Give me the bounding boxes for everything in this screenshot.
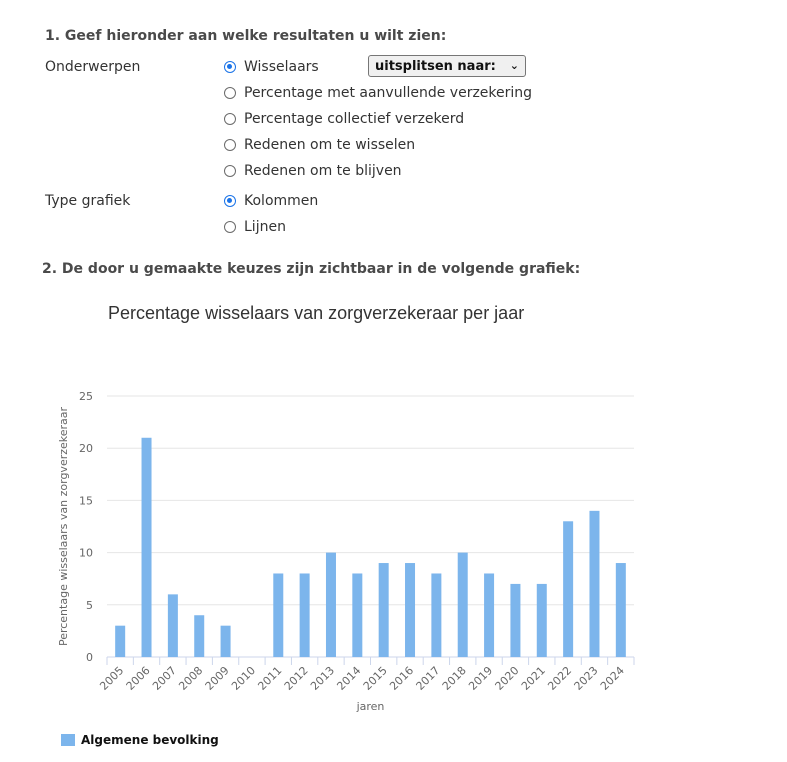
x-tick-label: 2013 [308,663,338,693]
bar-chart [0,380,787,725]
bar-2005[interactable] [115,626,125,657]
y-tick-label: 5 [86,598,93,612]
y-tick-label: 10 [79,546,93,560]
x-tick-label: 2014 [334,663,364,693]
x-tick-label: 2017 [413,663,443,693]
bar-2021[interactable] [537,584,547,657]
bar-2007[interactable] [168,594,178,657]
x-tick-label: 2019 [466,663,496,693]
chart-bars [115,438,626,657]
radio-checked-icon[interactable] [224,61,236,73]
x-axis-ticks [97,657,634,693]
radio-label: Redenen om te blijven [244,163,402,179]
radio-option-aanvullende-verzekering[interactable] [224,80,532,106]
radio-label: Lijnen [244,219,286,235]
bar-2013[interactable] [326,553,336,657]
chart-type-radio-group [224,188,318,240]
bar-2024[interactable] [616,563,626,657]
x-tick-label: 2016 [387,663,417,693]
bar-2011[interactable] [273,573,283,657]
chevron-down-icon: ⌄ [509,59,519,72]
radio-label: Percentage met aanvullende verzekering [244,85,533,101]
legend-label: Algemene bevolking [81,733,219,747]
x-tick-label: 2012 [281,663,311,693]
bar-2009[interactable] [221,626,231,657]
y-tick-label: 20 [79,442,93,456]
radio-label: Percentage collectief verzekerd [244,111,465,127]
radio-option-lijnen[interactable] [224,214,318,240]
x-tick-label: 2022 [545,663,575,693]
x-tick-label: 2010 [229,663,259,693]
radio-option-collectief-verzekerd[interactable] [224,106,532,132]
x-tick-label: 2006 [123,663,153,693]
x-tick-label: 2020 [492,663,522,693]
bar-2018[interactable] [458,553,468,657]
bar-2019[interactable] [484,573,494,657]
bar-2006[interactable] [142,438,152,657]
radio-option-kolommen[interactable] [224,188,318,214]
bar-2016[interactable] [405,563,415,657]
x-tick-label: 2008 [176,663,206,693]
radio-label: Redenen om te wisselen [244,137,416,153]
radio-unchecked-icon[interactable] [224,165,236,177]
x-axis-label: jaren [356,700,385,713]
y-tick-label: 25 [79,390,93,403]
radio-option-redenen-blijven[interactable] [224,158,532,184]
x-tick-label: 2024 [597,663,627,693]
x-tick-label: 2005 [97,663,127,693]
bar-2008[interactable] [194,615,204,657]
chart-type-label: Type grafiek [45,193,131,209]
chart-title: Percentage wisselaars van zorgverzekeraar per jaar [108,303,525,323]
split-by-select-value: uitsplitsen naar: [375,58,496,74]
legend-swatch [61,734,75,746]
bar-2023[interactable] [589,511,599,657]
x-tick-label: 2011 [255,663,285,693]
x-tick-label: 2009 [202,663,232,693]
bar-2017[interactable] [431,573,441,657]
radio-unchecked-icon[interactable] [224,139,236,151]
radio-unchecked-icon[interactable] [224,113,236,125]
radio-option-redenen-wisselen[interactable] [224,132,532,158]
radio-unchecked-icon[interactable] [224,221,236,233]
bar-2022[interactable] [563,521,573,657]
x-tick-label: 2007 [150,663,179,693]
bar-2014[interactable] [352,573,362,657]
radio-label: Wisselaars [244,59,319,75]
x-tick-label: 2018 [439,663,469,693]
chart-legend[interactable] [61,733,219,747]
y-axis-label: Percentage wisselaars van zorgverzekeraar [57,406,70,647]
y-tick-label: 15 [79,494,93,508]
subjects-label: Onderwerpen [45,59,141,75]
radio-label: Kolommen [244,193,319,209]
section-heading-options: 1. Geef hieronder aan welke resultaten u wilt zien: [45,28,447,44]
split-by-select[interactable] [368,55,526,77]
bar-2020[interactable] [510,584,520,657]
radio-checked-icon[interactable] [224,195,236,207]
bar-2012[interactable] [300,573,310,657]
section-heading-chart: 2. De door u gemaakte keuzes zijn zichtbaar in de volgende grafiek: [42,261,581,277]
x-tick-label: 2023 [571,663,601,693]
y-axis-ticks [79,390,93,664]
chart-gridlines [107,396,634,657]
x-tick-label: 2015 [360,663,390,693]
y-tick-label: 0 [86,651,93,664]
x-tick-label: 2021 [518,663,548,693]
bar-2015[interactable] [379,563,389,657]
radio-unchecked-icon[interactable] [224,87,236,99]
